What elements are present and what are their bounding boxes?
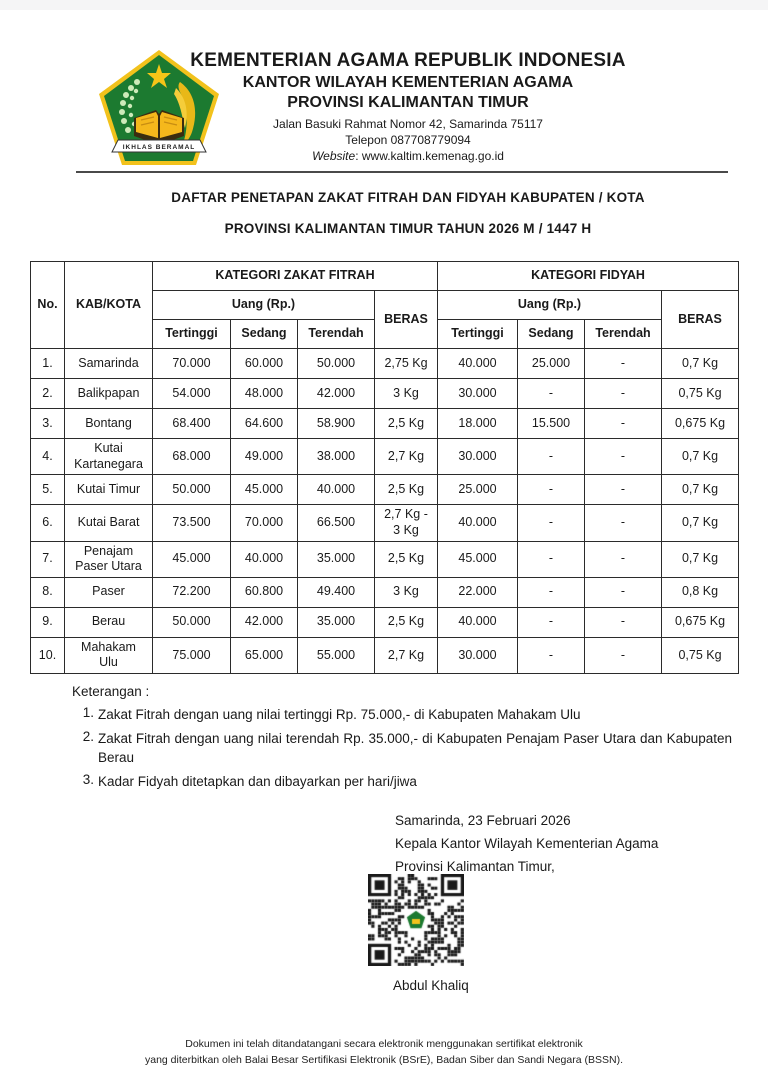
signature-title-1: Kepala Kantor Wilayah Kementerian Agama — [395, 835, 659, 851]
cell-value: - — [585, 607, 662, 637]
cell-kabkota: Kutai Kartanegara — [65, 439, 153, 475]
note-text: Zakat Fitrah dengan uang nilai tertinggi Rp. 75.000,- di Kabupaten Mahakam Ulu — [98, 707, 581, 722]
cell-value: 70.000 — [231, 505, 298, 541]
document-title — [48, 190, 768, 236]
cell-value: 2,7 Kg — [375, 637, 438, 673]
col-header-no: No. — [31, 262, 65, 349]
cell-value: 60.800 — [231, 577, 298, 607]
cell-no: 3. — [31, 409, 65, 439]
office-name: KANTOR WILAYAH KEMENTERIAN AGAMA — [242, 74, 574, 91]
cell-value: 0,7 Kg — [662, 541, 739, 577]
cell-value: 30.000 — [438, 637, 518, 673]
cell-value: 70.000 — [153, 349, 231, 379]
col-header-sedang-fidyah: Sedang — [518, 320, 585, 349]
cell-value: - — [585, 409, 662, 439]
cell-value: 54.000 — [153, 379, 231, 409]
cell-kabkota: Kutai Barat — [65, 505, 153, 541]
cell-value: - — [518, 607, 585, 637]
cell-value: - — [585, 439, 662, 475]
cell-value: 50.000 — [153, 607, 231, 637]
cell-value: 2,75 Kg — [375, 349, 438, 379]
cell-value: 15.500 — [518, 409, 585, 439]
cell-value: 68.400 — [153, 409, 231, 439]
cell-value: 30.000 — [438, 379, 518, 409]
cell-value: 0,7 Kg — [662, 505, 739, 541]
cell-value: - — [585, 505, 662, 541]
ministry-name: KEMENTERIAN AGAMA REPUBLIK INDONESIA — [190, 50, 626, 71]
cell-value: 42.000 — [231, 607, 298, 637]
cell-value: 48.000 — [231, 379, 298, 409]
signature-name: Abdul Khaliq — [393, 978, 469, 993]
province-name: PROVINSI KALIMANTAN TIMUR — [287, 94, 529, 111]
cell-value: 2,5 Kg — [375, 475, 438, 505]
qr-code-canvas — [368, 874, 464, 966]
cell-value: 45.000 — [438, 541, 518, 577]
notes-section — [72, 684, 732, 795]
cell-value: - — [518, 541, 585, 577]
cell-value: 55.000 — [298, 637, 375, 673]
note-item — [72, 729, 732, 768]
table-row — [31, 379, 739, 409]
cell-value: - — [585, 349, 662, 379]
cell-no: 7. — [31, 541, 65, 577]
letterhead — [48, 50, 768, 165]
col-header-uang-zakat: Uang (Rp.) — [153, 291, 375, 320]
cell-value: 0,7 Kg — [662, 475, 739, 505]
note-number: 1. — [82, 705, 94, 720]
cell-value: 66.500 — [298, 505, 375, 541]
website-url: : www.kaltim.kemenag.go.id — [355, 149, 504, 163]
table-row — [31, 541, 739, 577]
cell-kabkota: Bontang — [65, 409, 153, 439]
col-header-kabkota: KAB/KOTA — [65, 262, 153, 349]
col-header-terendah-zakat: Terendah — [298, 320, 375, 349]
cell-value: - — [518, 475, 585, 505]
title-line-2: PROVINSI KALIMANTAN TIMUR TAHUN 2026 M / 1447 H — [224, 221, 592, 236]
signature-title-2: Provinsi Kalimantan Timur, — [395, 858, 555, 874]
cell-value: 0,8 Kg — [662, 577, 739, 607]
cell-value: 58.900 — [298, 409, 375, 439]
cell-value: - — [585, 577, 662, 607]
col-header-beras-zakat: BERAS — [375, 291, 438, 349]
cell-value: 0,7 Kg — [662, 349, 739, 379]
cell-value: 0,75 Kg — [662, 637, 739, 673]
cell-value: 60.000 — [231, 349, 298, 379]
col-header-terendah-fidyah: Terendah — [585, 320, 662, 349]
cell-value: 38.000 — [298, 439, 375, 475]
cell-value: 2,5 Kg — [375, 409, 438, 439]
office-address: Jalan Basuki Rahmat Nomor 42, Samarinda 75117 — [273, 117, 543, 131]
table-row — [31, 607, 739, 637]
cell-value: 42.000 — [298, 379, 375, 409]
col-header-tertinggi-zakat: Tertinggi — [153, 320, 231, 349]
note-number: 2. — [82, 728, 94, 744]
cell-value: 50.000 — [298, 349, 375, 379]
cell-value: - — [585, 379, 662, 409]
cell-kabkota: Samarinda — [65, 349, 153, 379]
note-text: Zakat Fitrah dengan uang nilai terendah Rp. 35.000,- di Kabupaten Penajam Paser Utara dan Kabupaten Berau — [98, 730, 732, 766]
col-header-beras-fidyah: BERAS — [662, 291, 739, 349]
col-header-tertinggi-fidyah: Tertinggi — [438, 320, 518, 349]
cell-value: 64.600 — [231, 409, 298, 439]
cell-value: 25.000 — [518, 349, 585, 379]
footer-line-2: yang diterbitkan oleh Balai Besar Sertifikasi Elektronik (BSrE), Badan Siber dan Sandi Negara (BSSN). — [145, 1054, 623, 1067]
cell-value: - — [585, 541, 662, 577]
cell-value: 65.000 — [231, 637, 298, 673]
note-item — [72, 772, 732, 792]
col-header-sedang-zakat: Sedang — [231, 320, 298, 349]
cell-value: 40.000 — [438, 349, 518, 379]
cell-kabkota: Mahakam Ulu — [65, 637, 153, 673]
header-row-groups — [31, 262, 739, 291]
cell-value: - — [518, 439, 585, 475]
table-row — [31, 439, 739, 475]
cell-value: 2,5 Kg — [375, 541, 438, 577]
footer-disclaimer — [0, 1036, 768, 1069]
cell-value: 73.500 — [153, 505, 231, 541]
cell-value: 18.000 — [438, 409, 518, 439]
note-item — [72, 705, 732, 725]
table-row — [31, 409, 739, 439]
title-line-1: DAFTAR PENETAPAN ZAKAT FITRAH DAN FIDYAH KABUPATEN / KOTA — [171, 190, 645, 205]
footer-line-1: Dokumen ini telah ditandatangani secara elektronik menggunakan sertifikat elektronik — [185, 1038, 583, 1050]
cell-value: 0,675 Kg — [662, 409, 739, 439]
cell-value: - — [518, 379, 585, 409]
cell-value: 68.000 — [153, 439, 231, 475]
website-label: Website — [312, 149, 356, 163]
cell-no: 2. — [31, 379, 65, 409]
cell-value: 0,7 Kg — [662, 439, 739, 475]
cell-value: 35.000 — [298, 607, 375, 637]
col-header-uang-fidyah: Uang (Rp.) — [438, 291, 662, 320]
cell-no: 8. — [31, 577, 65, 607]
cell-value: 25.000 — [438, 475, 518, 505]
cell-kabkota: Berau — [65, 607, 153, 637]
cell-value: 75.000 — [153, 637, 231, 673]
notes-list — [72, 705, 732, 791]
qr-code — [368, 874, 464, 966]
cell-kabkota: Balikpapan — [65, 379, 153, 409]
cell-no: 4. — [31, 439, 65, 475]
cell-value: - — [518, 577, 585, 607]
cell-value: 35.000 — [298, 541, 375, 577]
cell-value: 45.000 — [153, 541, 231, 577]
signature-block — [395, 810, 658, 879]
zakat-fidyah-table — [30, 261, 739, 674]
office-phone: Telepon 087708779094 — [345, 133, 471, 147]
cell-value: 2,7 Kg - 3 Kg — [375, 505, 438, 541]
table-row — [31, 577, 739, 607]
cell-value: 22.000 — [438, 577, 518, 607]
cell-no: 10. — [31, 637, 65, 673]
cell-no: 9. — [31, 607, 65, 637]
page-top-band — [0, 0, 768, 10]
cell-value: 0,675 Kg — [662, 607, 739, 637]
group-header-fidyah: KATEGORI FIDYAH — [438, 262, 739, 291]
cell-value: 2,5 Kg — [375, 607, 438, 637]
notes-heading: Keterangan : — [72, 684, 150, 699]
cell-value: 2,7 Kg — [375, 439, 438, 475]
letterhead-divider — [76, 171, 728, 173]
cell-value: 49.000 — [231, 439, 298, 475]
cell-value: 49.400 — [298, 577, 375, 607]
group-header-zakat-fitrah: KATEGORI ZAKAT FITRAH — [153, 262, 438, 291]
office-website — [48, 149, 768, 163]
cell-value: - — [518, 505, 585, 541]
cell-value: 40.000 — [298, 475, 375, 505]
cell-value: 45.000 — [231, 475, 298, 505]
cell-value: - — [585, 637, 662, 673]
table-row — [31, 475, 739, 505]
signature-place-date: Samarinda, 23 Februari 2026 — [395, 813, 571, 828]
table-row — [31, 637, 739, 673]
cell-value: 50.000 — [153, 475, 231, 505]
cell-value: - — [585, 475, 662, 505]
cell-no: 5. — [31, 475, 65, 505]
table-row — [31, 349, 739, 379]
cell-value: 30.000 — [438, 439, 518, 475]
cell-value: - — [518, 637, 585, 673]
cell-no: 1. — [31, 349, 65, 379]
cell-value: 40.000 — [438, 505, 518, 541]
note-number: 3. — [82, 771, 94, 787]
cell-kabkota: Kutai Timur — [65, 475, 153, 505]
cell-value: 40.000 — [231, 541, 298, 577]
cell-no: 6. — [31, 505, 65, 541]
cell-kabkota: Penajam Paser Utara — [65, 541, 153, 577]
cell-kabkota: Paser — [65, 577, 153, 607]
cell-value: 72.200 — [153, 577, 231, 607]
cell-value: 0,75 Kg — [662, 379, 739, 409]
cell-value: 40.000 — [438, 607, 518, 637]
note-text: Kadar Fidyah ditetapkan dan dibayarkan per hari/jiwa — [98, 773, 417, 789]
cell-value: 3 Kg — [375, 379, 438, 409]
svg-text:IKHLAS BERAMAL: IKHLAS BERAMAL — [122, 144, 196, 151]
table-row — [31, 505, 739, 541]
cell-value: 3 Kg — [375, 577, 438, 607]
